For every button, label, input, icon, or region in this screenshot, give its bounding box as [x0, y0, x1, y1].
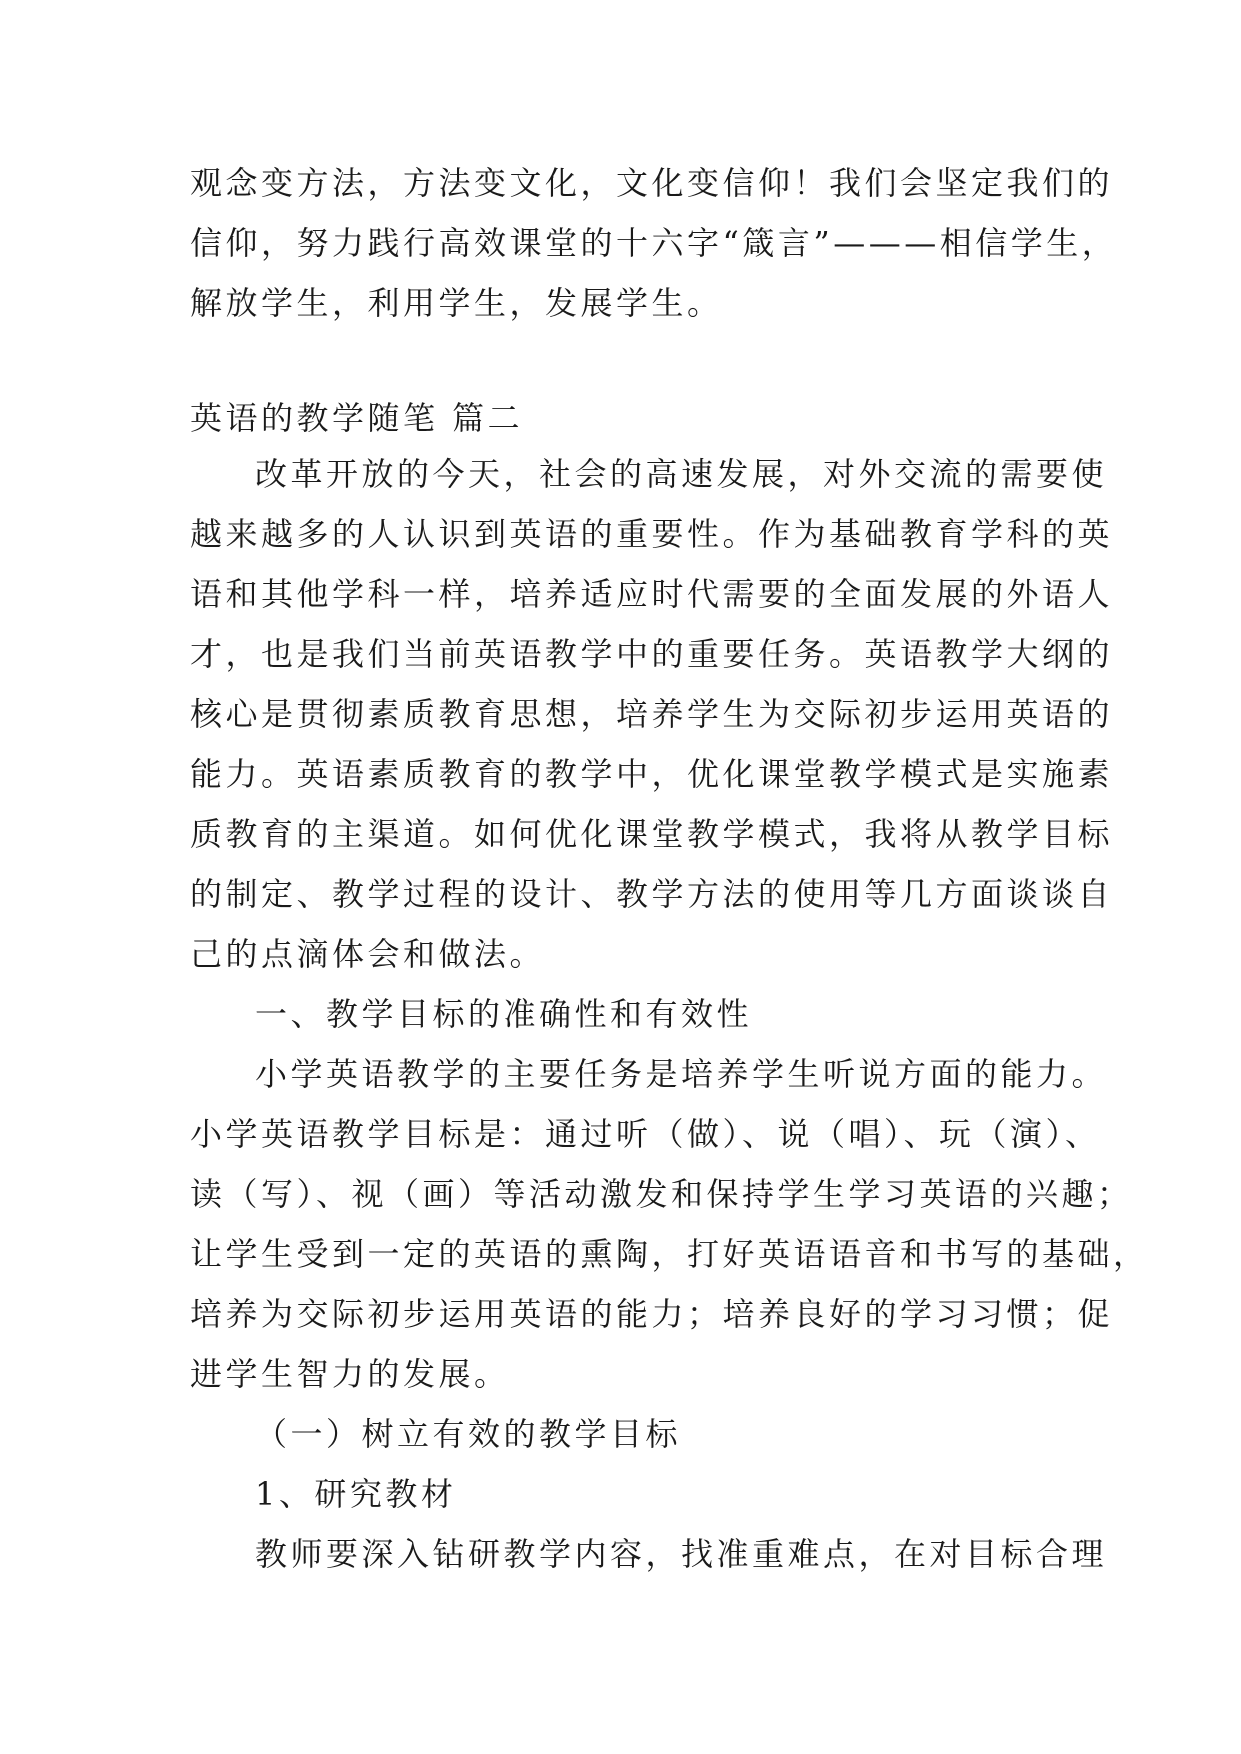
section-heading: 英语的教学随笔 篇二 — [190, 399, 524, 437]
paragraph-line: 解放学生，利用学生，发展学生。 — [190, 284, 723, 322]
paragraph-line: 小学英语教学的主要任务是培养学生听说方面的能力。 — [255, 1055, 1108, 1093]
paragraph-line: 语和其他学科一样，培养适应时代需要的全面发展的外语人 — [190, 575, 1114, 613]
paragraph-line: 才，也是我们当前英语教学中的重要任务。英语教学大纲的 — [190, 635, 1114, 673]
paragraph-line: 的制定、教学过程的设计、教学方法的使用等几方面谈谈自 — [190, 875, 1114, 913]
paragraph-line: 越来越多的人认识到英语的重要性。作为基础教育学科的英 — [190, 515, 1114, 553]
item-title: 1、研究教材 — [255, 1475, 457, 1513]
paragraph-line: 改革开放的今天，社会的高速发展，对外交流的需要使 — [255, 455, 1108, 493]
paragraph-line: 质教育的主渠道。如何优化课堂教学模式，我将从教学目标 — [190, 815, 1114, 853]
paragraph-line: 让学生受到一定的英语的熏陶，打好英语语音和书写的基础， — [190, 1235, 1149, 1273]
paragraph-line: 读（写）、视（画）等活动激发和保持学生学习英语的兴趣； — [190, 1175, 1133, 1213]
paragraph-line: 观念变方法，方法变文化，文化变信仰！我们会坚定我们的 — [190, 164, 1114, 202]
paragraph-line: 己的点滴体会和做法。 — [190, 935, 546, 973]
paragraph-line: 培养为交际初步运用英语的能力；培养良好的学习习惯；促 — [190, 1295, 1114, 1333]
paragraph-line: 教师要深入钻研教学内容，找准重难点，在对目标合理 — [255, 1535, 1108, 1573]
section-title: 一、教学目标的准确性和有效性 — [255, 995, 753, 1033]
paragraph-line: 小学英语教学目标是：通过听（做）、说（唱）、玩（演）、 — [190, 1115, 1101, 1153]
paragraph-line: 进学生智力的发展。 — [190, 1355, 510, 1393]
paragraph-line: 能力。英语素质教育的教学中，优化课堂教学模式是实施素 — [190, 755, 1114, 793]
paragraph-line: 信仰，努力践行高效课堂的十六字“箴言”———相信学生， — [190, 224, 1118, 262]
paragraph-line: 核心是贯彻素质教育思想，培养学生为交际初步运用英语的 — [190, 695, 1114, 733]
subsection-title: （一）树立有效的教学目标 — [255, 1415, 682, 1453]
